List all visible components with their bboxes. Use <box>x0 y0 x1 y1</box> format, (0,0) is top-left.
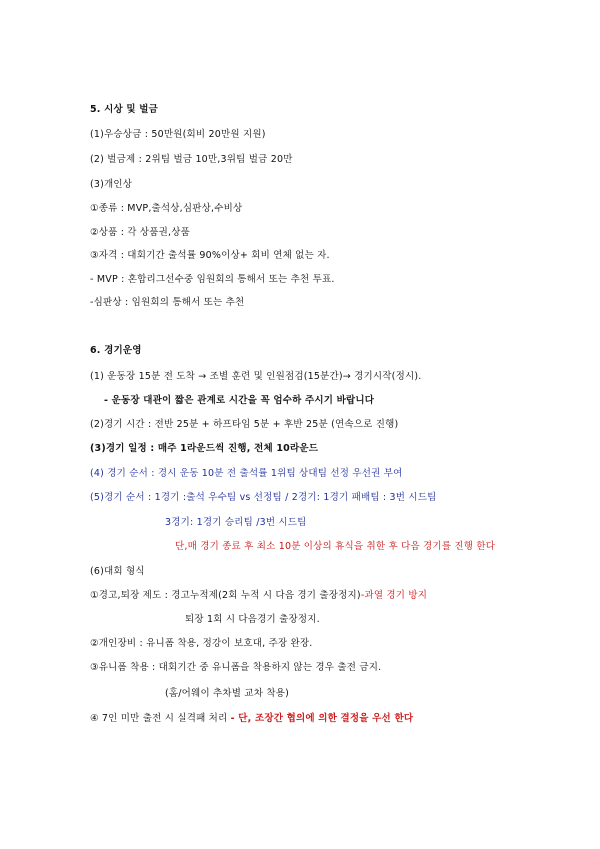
equipment-rule-line: ②개인장비 : 유니폼 착용, 정강이 보호대, 주장 완장. <box>90 638 313 649</box>
arrival-rule-line: (1) 운동장 15분 전 도착 → 조별 훈련 및 인원점검(15분간)→ 경기시작(정시). <box>90 371 422 382</box>
ejection-rule-line: 퇴장 1회 시 다음경기 출장정지. <box>185 614 320 625</box>
match-order-line-2: (5)경기 순서 : 1경기 :출석 우수팀 vs 선정팀 / 2경기: 1경기 패배팀 : 3번 시드팀 <box>90 492 437 503</box>
award-types-line: ①종류 : MVP,출석상,심판상,수비상 <box>90 203 243 214</box>
time-notice-line: - 운동장 대관이 짧은 관계로 시간을 꼭 엄수하 주시기 바랍니다 <box>104 395 375 406</box>
referee-award-line: -심판상 : 임원회의 통해서 또는 추천 <box>90 297 245 308</box>
fine-system-line: (2) 벌금제 : 2위팀 벌금 10만,3위팀 벌금 20만 <box>90 154 293 165</box>
tournament-format-line: (6)대회 형식 <box>90 566 145 577</box>
match-order-line-3: 3경기: 1경기 승리팀 /3번 시드팀 <box>165 517 307 528</box>
section5-heading: 5. 시상 및 벌금 <box>90 104 159 115</box>
forfeit-rule-highlight: - 단, 조장간 협의에 의한 결정을 우선 한다 <box>230 713 414 724</box>
mvp-rule-line: - MVP : 혼합리그선수중 임원회의 통해서 또는 추천 투표. <box>90 274 335 285</box>
award-prizes-line: ②상품 : 각 상품권,상품 <box>90 227 191 238</box>
award-eligibility-line: ③자격 : 대회기간 출석률 90%이상+ 회비 연체 없는 자. <box>90 250 330 261</box>
match-schedule-line: (3)경기 일정 : 매주 1라운드씩 진행, 전체 10라운드 <box>90 443 319 454</box>
prize-money-line: (1)우승상금 : 50만원(회비 20만원 지원) <box>90 129 266 140</box>
match-time-line: (2)경기 시간 : 전반 25분 + 하프타임 5분 + 후반 25분 (연속으로 진행) <box>90 419 399 430</box>
uniform-rule-line: ③유니폼 착용 : 대회기간 중 유니폼을 착용하지 않는 경우 출전 금지. <box>90 662 382 673</box>
match-order-line-1: (4) 경기 순서 : 경시 운동 10분 전 출석률 1위팀 상대팀 선정 우선권 부여 <box>90 468 403 479</box>
warning-rule-line <box>90 590 427 602</box>
forfeit-rule-line <box>90 713 413 725</box>
uniform-note-line: (홈/어웨이 추차별 교차 착용) <box>165 688 290 699</box>
warning-rule-highlight: -과열 경기 방지 <box>360 590 428 601</box>
individual-award-line: (3)개인상 <box>90 179 133 190</box>
forfeit-rule-text: ④ 7인 미만 출전 시 실격패 처리 <box>90 713 231 724</box>
section6-heading: 6. 경기운영 <box>90 345 142 356</box>
warning-rule-text: ①경고,퇴장 제도 : 경고누적제(2회 누적 시 다음 경기 출장정지) <box>90 590 361 601</box>
rest-rule-line: 단,매 경기 종료 후 최소 10분 이상의 휴식을 취한 후 다음 경기를 진행 한다 <box>175 541 496 552</box>
